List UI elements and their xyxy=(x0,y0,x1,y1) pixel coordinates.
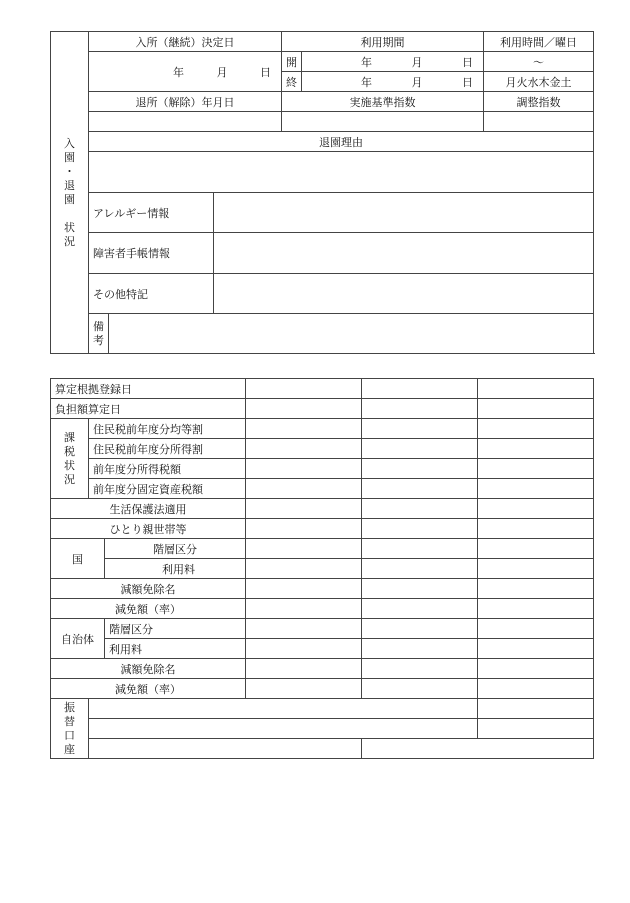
enrollment-form-table xyxy=(50,31,594,354)
value-cell[interactable] xyxy=(362,439,478,459)
remarks-field[interactable] xyxy=(109,314,594,354)
value-cell[interactable] xyxy=(246,439,362,459)
value-cell[interactable] xyxy=(362,399,478,419)
tax-row-label: 前年度分所得税額 xyxy=(89,459,246,479)
tax-row-label: 前年度分固定資産税額 xyxy=(89,479,246,499)
value-cell[interactable] xyxy=(362,519,478,539)
other-notes-field[interactable] xyxy=(214,274,594,314)
entry-decision-date-field[interactable]: 年 月 日 xyxy=(89,52,282,92)
other-notes-label: その他特記 xyxy=(89,274,214,314)
value-cell[interactable] xyxy=(362,559,478,579)
value-cell[interactable] xyxy=(362,499,478,519)
value-cell[interactable] xyxy=(478,419,594,439)
value-cell[interactable] xyxy=(478,659,594,679)
municipality-label: 自治体 xyxy=(51,619,105,659)
value-cell[interactable] xyxy=(246,639,362,659)
value-cell[interactable] xyxy=(478,539,594,559)
adjust-index-header: 調整指数 xyxy=(484,92,594,112)
end-date-field[interactable]: 年 月 日 xyxy=(302,72,484,92)
standard-index-field[interactable] xyxy=(282,112,484,132)
end-label: 終 xyxy=(282,72,302,92)
standard-index-header: 実施基準指数 xyxy=(282,92,484,112)
municipality-tier-label: 階層区分 xyxy=(105,619,246,639)
value-cell[interactable] xyxy=(246,419,362,439)
usage-period-header: 利用期間 xyxy=(282,32,484,52)
allergy-field[interactable] xyxy=(214,193,594,233)
value-cell[interactable] xyxy=(246,659,362,679)
tax-row-label: 住民税前年度分所得割 xyxy=(89,439,246,459)
usage-time-header: 利用時間／曜日 xyxy=(484,32,594,52)
value-cell[interactable] xyxy=(246,519,362,539)
reduction-amount-label: 減免額（率） xyxy=(51,679,246,699)
value-cell[interactable] xyxy=(362,679,478,699)
bank-account-extra-field[interactable] xyxy=(478,699,594,719)
value-cell[interactable] xyxy=(478,639,594,659)
disability-label: 障害者手帳情報 xyxy=(89,233,214,274)
value-cell[interactable] xyxy=(478,439,594,459)
value-cell[interactable] xyxy=(478,519,594,539)
fee-calculation-table xyxy=(50,378,594,759)
value-cell[interactable] xyxy=(246,399,362,419)
bank-account-extra-field[interactable] xyxy=(478,719,594,739)
calc-basis-date-label: 算定根拠登録日 xyxy=(51,379,246,399)
adjust-index-field[interactable] xyxy=(484,112,594,132)
national-label: 国 xyxy=(51,539,105,579)
value-cell[interactable] xyxy=(362,579,478,599)
tax-status-side-label: 課 税 状 況 xyxy=(51,419,89,499)
value-cell[interactable] xyxy=(478,579,594,599)
weekdays-field[interactable]: 月火水木金土 xyxy=(484,72,594,92)
value-cell[interactable] xyxy=(478,479,594,499)
reduction-name-label: 減額免除名 xyxy=(51,579,246,599)
value-cell[interactable] xyxy=(362,479,478,499)
value-cell[interactable] xyxy=(478,599,594,619)
value-cell[interactable] xyxy=(246,379,362,399)
value-cell[interactable] xyxy=(246,539,362,559)
value-cell[interactable] xyxy=(478,499,594,519)
start-date-field[interactable]: 年 月 日 xyxy=(302,52,484,72)
exit-date-field[interactable] xyxy=(89,112,282,132)
exit-date-header: 退所（解除）年月日 xyxy=(89,92,282,112)
value-cell[interactable] xyxy=(478,399,594,419)
disability-field[interactable] xyxy=(214,233,594,274)
bank-account-field[interactable] xyxy=(89,699,478,719)
welfare-law-label: 生活保護法適用 xyxy=(51,499,246,519)
start-label: 開 xyxy=(282,52,302,72)
enrollment-status-side-label: 入 園 ・ 退 園 状 況 xyxy=(51,32,89,354)
value-cell[interactable] xyxy=(478,679,594,699)
exit-reason-field[interactable] xyxy=(89,152,594,193)
value-cell[interactable] xyxy=(362,619,478,639)
reduction-name-label: 減額免除名 xyxy=(51,659,246,679)
bank-account-field[interactable] xyxy=(89,739,362,759)
burden-calc-date-label: 負担額算定日 xyxy=(51,399,246,419)
allergy-label: アレルギー情報 xyxy=(89,193,214,233)
value-cell[interactable] xyxy=(246,679,362,699)
value-cell[interactable] xyxy=(362,419,478,439)
single-parent-label: ひとり親世帯等 xyxy=(51,519,246,539)
bank-account-field[interactable] xyxy=(89,719,478,739)
value-cell[interactable] xyxy=(478,619,594,639)
value-cell[interactable] xyxy=(246,479,362,499)
value-cell[interactable] xyxy=(246,579,362,599)
value-cell[interactable] xyxy=(246,559,362,579)
time-range-field[interactable]: ～ xyxy=(484,52,594,72)
entry-decision-date-header: 入所（継続）決定日 xyxy=(89,32,282,52)
value-cell[interactable] xyxy=(478,379,594,399)
value-cell[interactable] xyxy=(362,459,478,479)
exit-reason-header: 退園理由 xyxy=(89,132,594,152)
remarks-side-label: 備 考 xyxy=(89,314,109,354)
bank-account-extra-field[interactable] xyxy=(362,739,594,759)
value-cell[interactable] xyxy=(362,379,478,399)
value-cell[interactable] xyxy=(246,459,362,479)
value-cell[interactable] xyxy=(362,639,478,659)
reduction-amount-label: 減免額（率） xyxy=(51,599,246,619)
value-cell[interactable] xyxy=(478,459,594,479)
value-cell[interactable] xyxy=(246,599,362,619)
value-cell[interactable] xyxy=(246,619,362,639)
value-cell[interactable] xyxy=(362,659,478,679)
national-tier-label: 階層区分 xyxy=(105,539,246,559)
tax-row-label: 住民税前年度分均等割 xyxy=(89,419,246,439)
value-cell[interactable] xyxy=(478,559,594,579)
national-fee-label: 利用料 xyxy=(105,559,246,579)
value-cell[interactable] xyxy=(362,539,478,559)
bank-account-side-label: 振 替 口 座 xyxy=(51,699,89,759)
value-cell[interactable] xyxy=(246,499,362,519)
municipality-fee-label: 利用料 xyxy=(105,639,246,659)
value-cell[interactable] xyxy=(362,599,478,619)
